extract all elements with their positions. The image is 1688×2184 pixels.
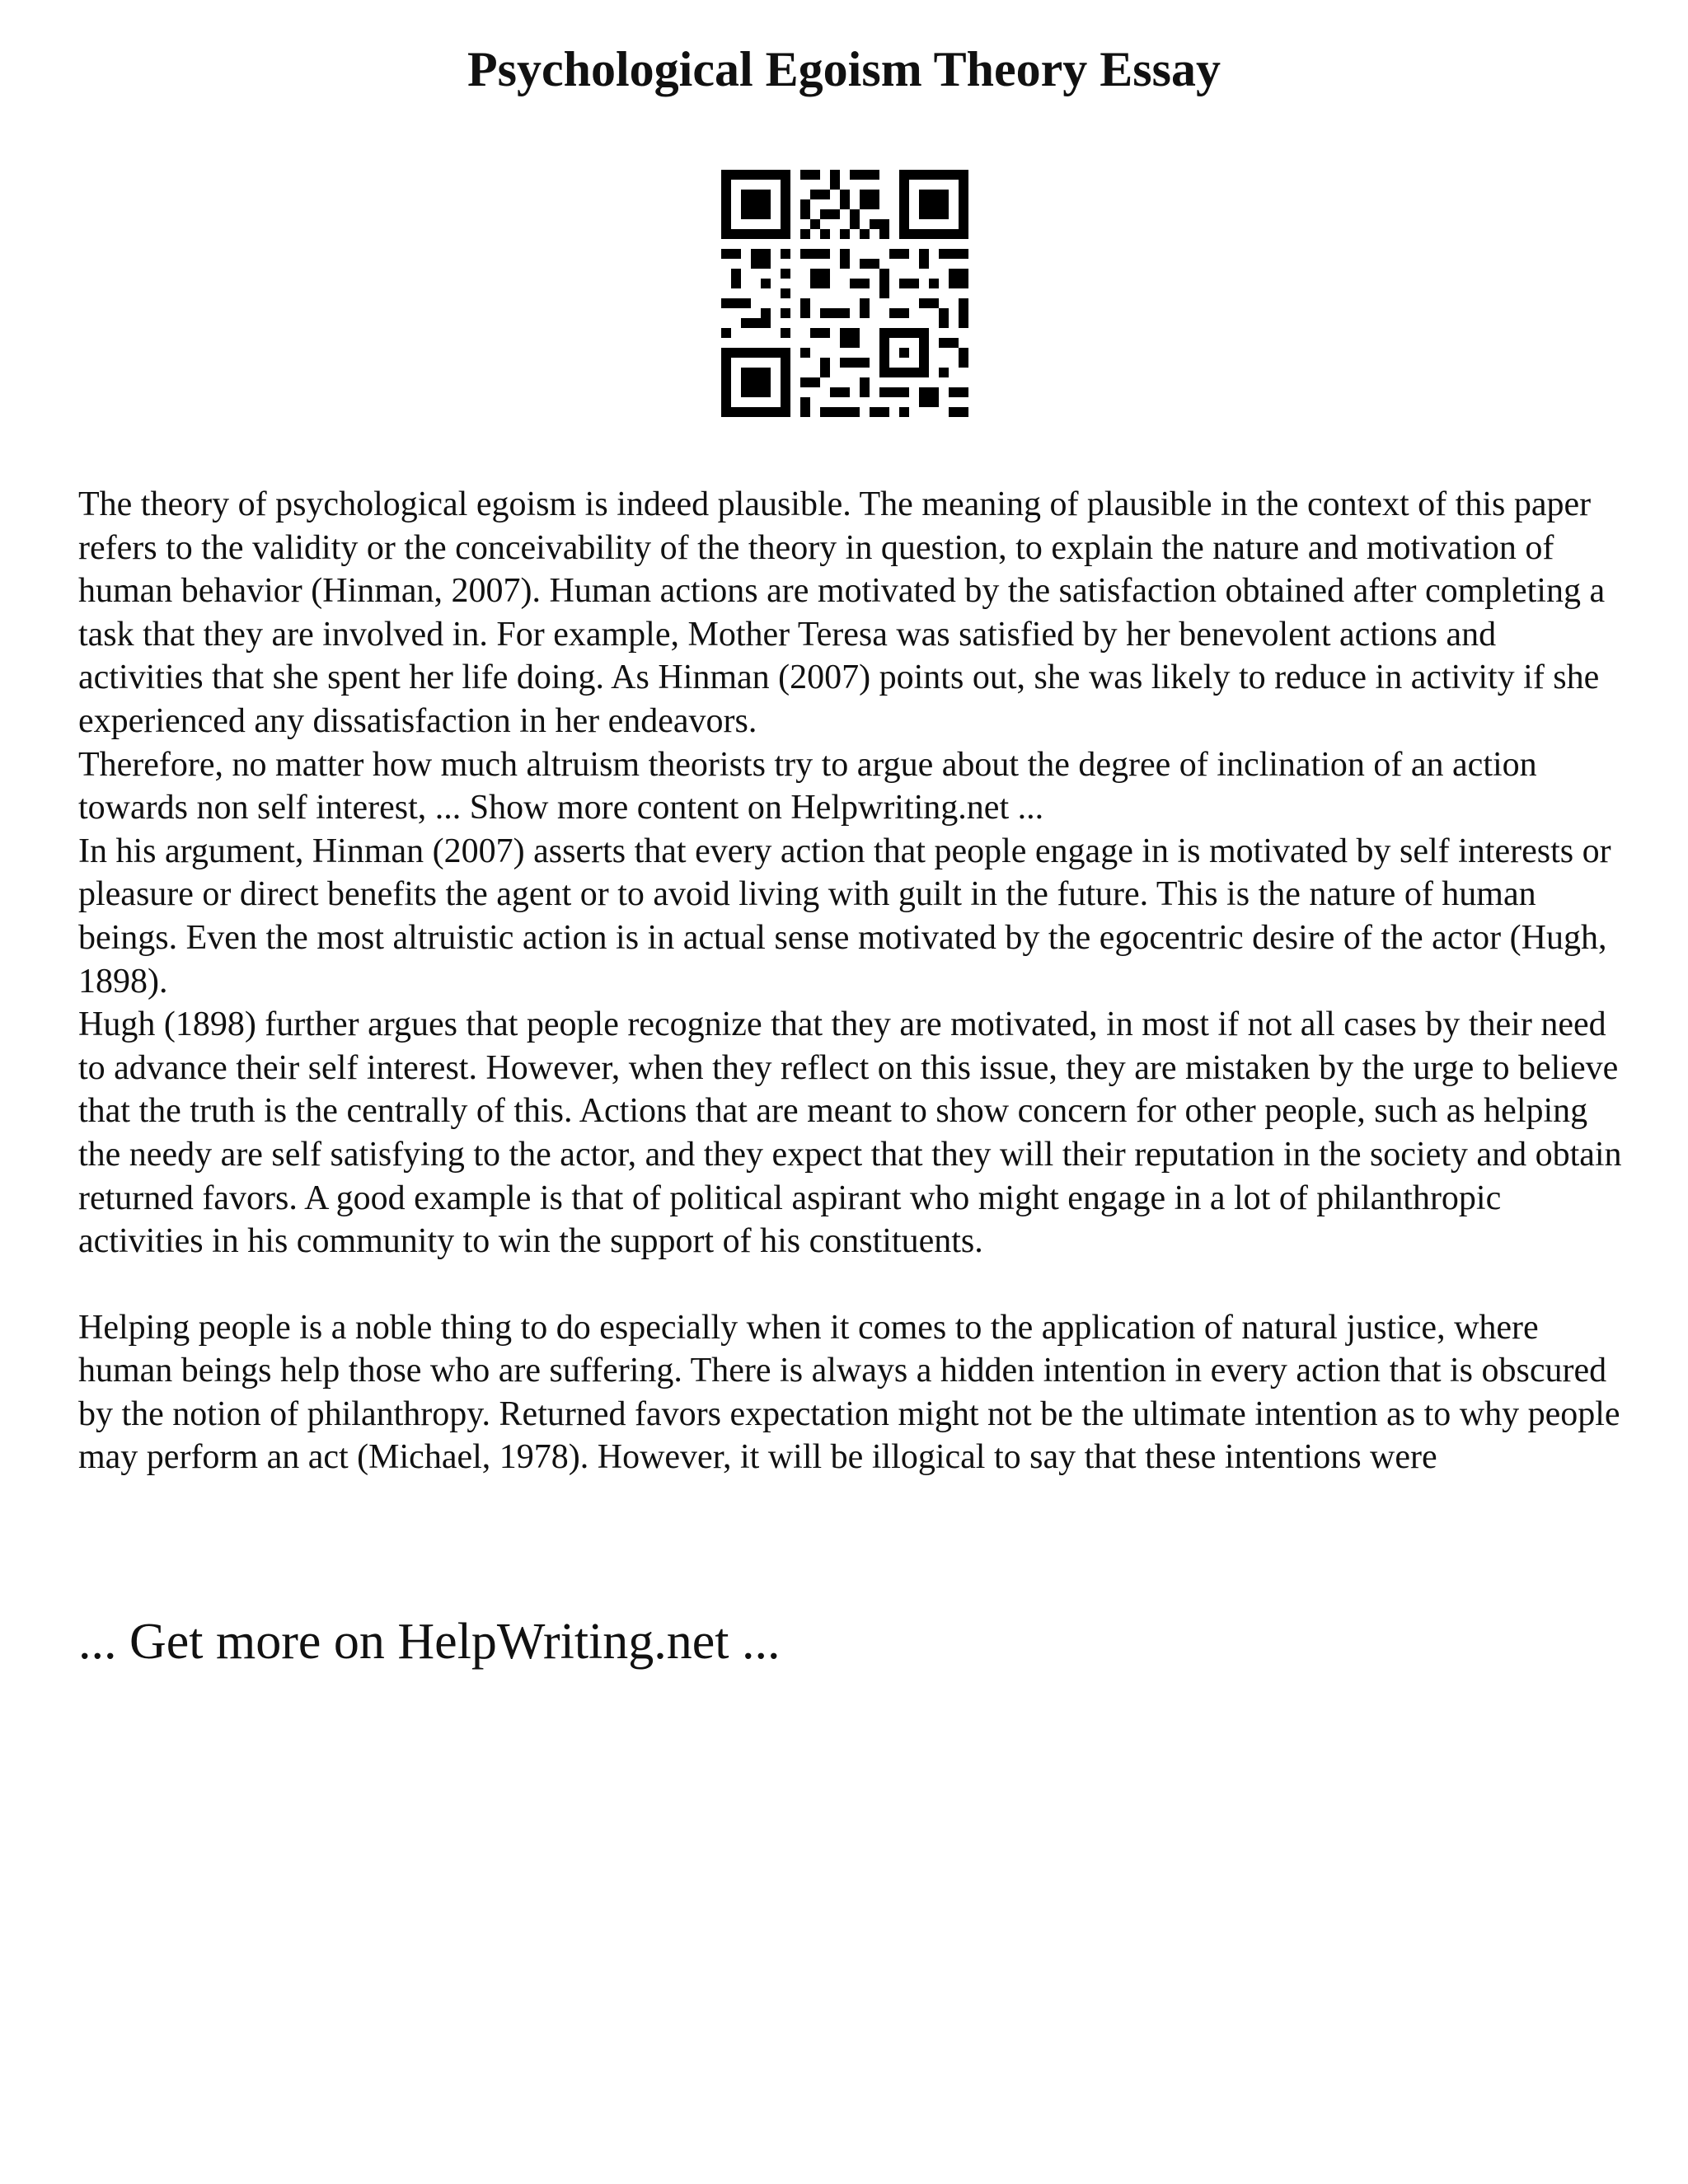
paragraph-1: The theory of psychological egoism is indeed plausible. The meaning of plausible in the context of this paper refers to the validity or the conceivability of the theory in question, to explain the nature and motivation of human behavior (Hinman, 2007). Human actions are motivated by the satisfaction obtained after completing a task that they are involved in. For example, Mother Teresa was satisfied by her benevolent actions and activities that she spent her life doing. As Hinman (2007) points out, she was likely to reduce in activity if she experienced any dissatisfaction in her endeavors. <box>78 485 1606 740</box>
qr-code-icon <box>721 170 968 417</box>
paragraph-gap <box>78 1263 1628 1306</box>
paragraph-3: In his argument, Hinman (2007) asserts that every action that people engage in is motivated by self interests or pleasure or direct benefits the agent or to avoid living with guilt in the future. This is the nature of human beings. Even the most altruistic action is in actual sense motivated by the egocentric desire of the actor (Hugh, 1898). <box>78 832 1611 1001</box>
document-title: Psychological Egoism Theory Essay <box>467 42 1221 96</box>
paragraph-5: Helping people is a noble thing to do especially when it comes to the application of natural justice, where human beings help those who are suffering. There is always a hidden intention in every action that is obscured by the notion of philanthropy. Returned favors expectation might not be the ultimate intention as to why people may perform an act (Michael, 1978). However, it will be illogical to say that these intentions were <box>78 1308 1620 1477</box>
paragraph-2: Therefore, no matter how much altruism theorists try to argue about the degree of inclination of an action towards non self interest, ... Show more content on Helpwriting.net ... <box>78 745 1537 827</box>
paragraph-4: Hugh (1898) further argues that people recognize that they are motivated, in most if not all cases by their need to advance their self interest. However, when they reflect on this issue, they are mistaken by the urge to believe that the truth is the centrally of this. Actions that are meant to show concern for other people, such as helping the needy are self satisfying to the actor, and they expect that they will their reputation in the society and obtain returned favors. A good example is that of political aspirant who might engage in a lot of philanthropic activities in his community to win the support of his constituents. <box>78 1005 1622 1261</box>
essay-body <box>78 483 1628 1479</box>
get-more-link[interactable]: ... Get more on HelpWriting.net ... <box>78 1614 781 1670</box>
